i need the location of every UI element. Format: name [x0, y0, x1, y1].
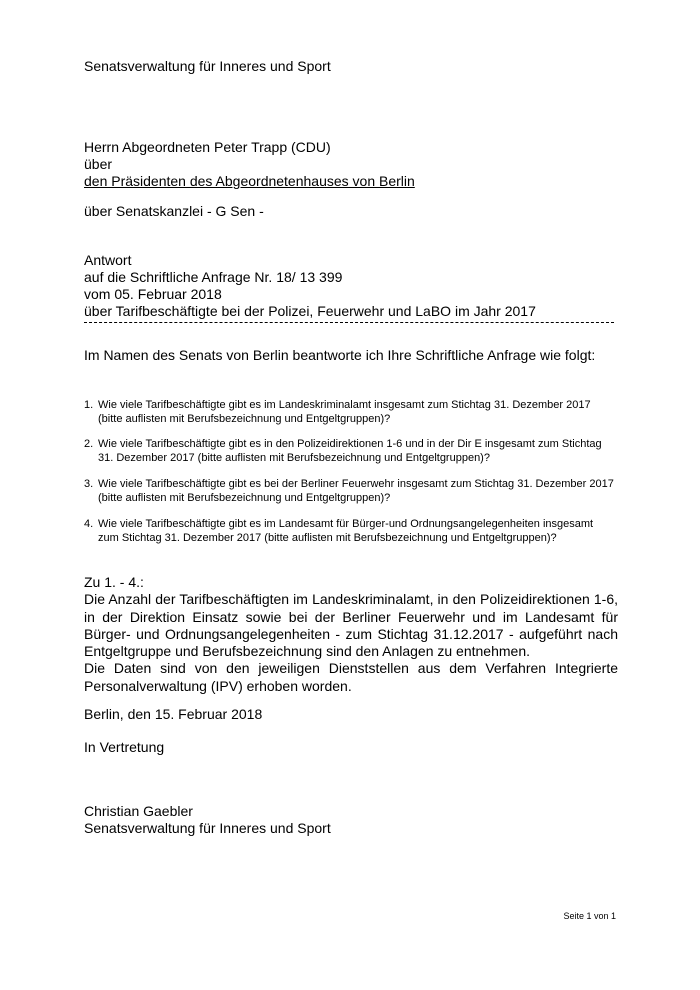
question-number: 1.: [84, 399, 94, 411]
subject-title: über Tarifbeschäftigte bei der Polizei, Feuerwehr und LaBO im Jahr 2017: [84, 303, 536, 319]
place-date: Berlin, den 15. Februar 2018: [84, 706, 263, 722]
dashed-separator: [84, 322, 614, 323]
recipient-chancellery: über Senatskanzlei - G Sen -: [84, 203, 264, 219]
answer-paragraph: Die Daten sind von den jeweiligen Dienststellen aus dem Verfahren Integrierte Personalverwaltung (IPV) erhoben worden.: [84, 660, 618, 694]
recipient-president: den Präsidenten des Abgeordnetenhauses von Berlin: [84, 173, 415, 189]
answer-paragraph: Die Anzahl der Tarifbeschäftigten im Landeskriminalamt, in den Polizeidirektionen 1-6, in der Direktion Einsatz sowie bei der Berliner Feuerwehr und im Landesamt für Bürger- und Ordnungsangelegenheiten - zum Stichtag 31.12.2017 - aufgeführt nach Entgeltgruppe und Berufsbezeichnung sind den Anlagen zu entnehmen.: [84, 591, 618, 660]
recipient-via: über: [84, 156, 113, 172]
subject-inquiry-number: auf die Schriftliche Anfrage Nr. 18/ 13 399: [84, 269, 343, 285]
intro-text: Im Namen des Senats von Berlin beantworte ich Ihre Schriftliche Anfrage wie folgt:: [84, 347, 596, 363]
question-item: [84, 398, 616, 426]
question-item: [84, 477, 616, 505]
representation-note: In Vertretung: [84, 739, 165, 755]
question-number: 4.: [84, 518, 94, 530]
question-item: [84, 517, 616, 545]
subject-label: Antwort: [84, 252, 132, 268]
question-text: Wie viele Tarifbeschäftigte gibt es im Landeskriminalamt insgesamt zum Stichtag 31. Dezember 2017 (bitte auflisten mit Berufsbezeichnung und Entgeltgruppen)?: [98, 399, 591, 425]
answer-heading: Zu 1. - 4.:: [84, 574, 144, 590]
subject-date: vom 05. Februar 2018: [84, 286, 222, 302]
question-text: Wie viele Tarifbeschäftigte gibt es bei der Berliner Feuerwehr insgesamt zum Stichtag 31. Dezember 2017 (bitte auflisten mit Berufsbezeichnung und Entgeltgruppen)?: [98, 478, 614, 504]
signatory-office: Senatsverwaltung für Inneres und Sport: [84, 820, 331, 836]
answer-block: [84, 574, 618, 695]
question-item: [84, 437, 616, 465]
question-number: 2.: [84, 438, 94, 450]
signatory-name: Christian Gaebler: [84, 803, 193, 819]
question-number: 3.: [84, 478, 94, 490]
recipient-name: Herrn Abgeordneten Peter Trapp (CDU): [84, 139, 331, 155]
sender-header: Senatsverwaltung für Inneres und Sport: [84, 58, 331, 74]
question-text: Wie viele Tarifbeschäftigte gibt es in den Polizeidirektionen 1-6 und in der Dir E insgesamt zum Stichtag 31. Dezember 2017 (bitte auflisten mit Berufsbezeichnung und Entgeltgruppen)?: [98, 438, 602, 464]
page-number: Seite 1 von 1: [563, 911, 616, 921]
question-text: Wie viele Tarifbeschäftigte gibt es im Landesamt für Bürger-und Ordnungsangelegenheiten insgesamt zum Stichtag 31. Dezember 2017 (bitte auflisten mit Berufsbezeichnung und Entgeltgruppen)?: [98, 518, 594, 544]
